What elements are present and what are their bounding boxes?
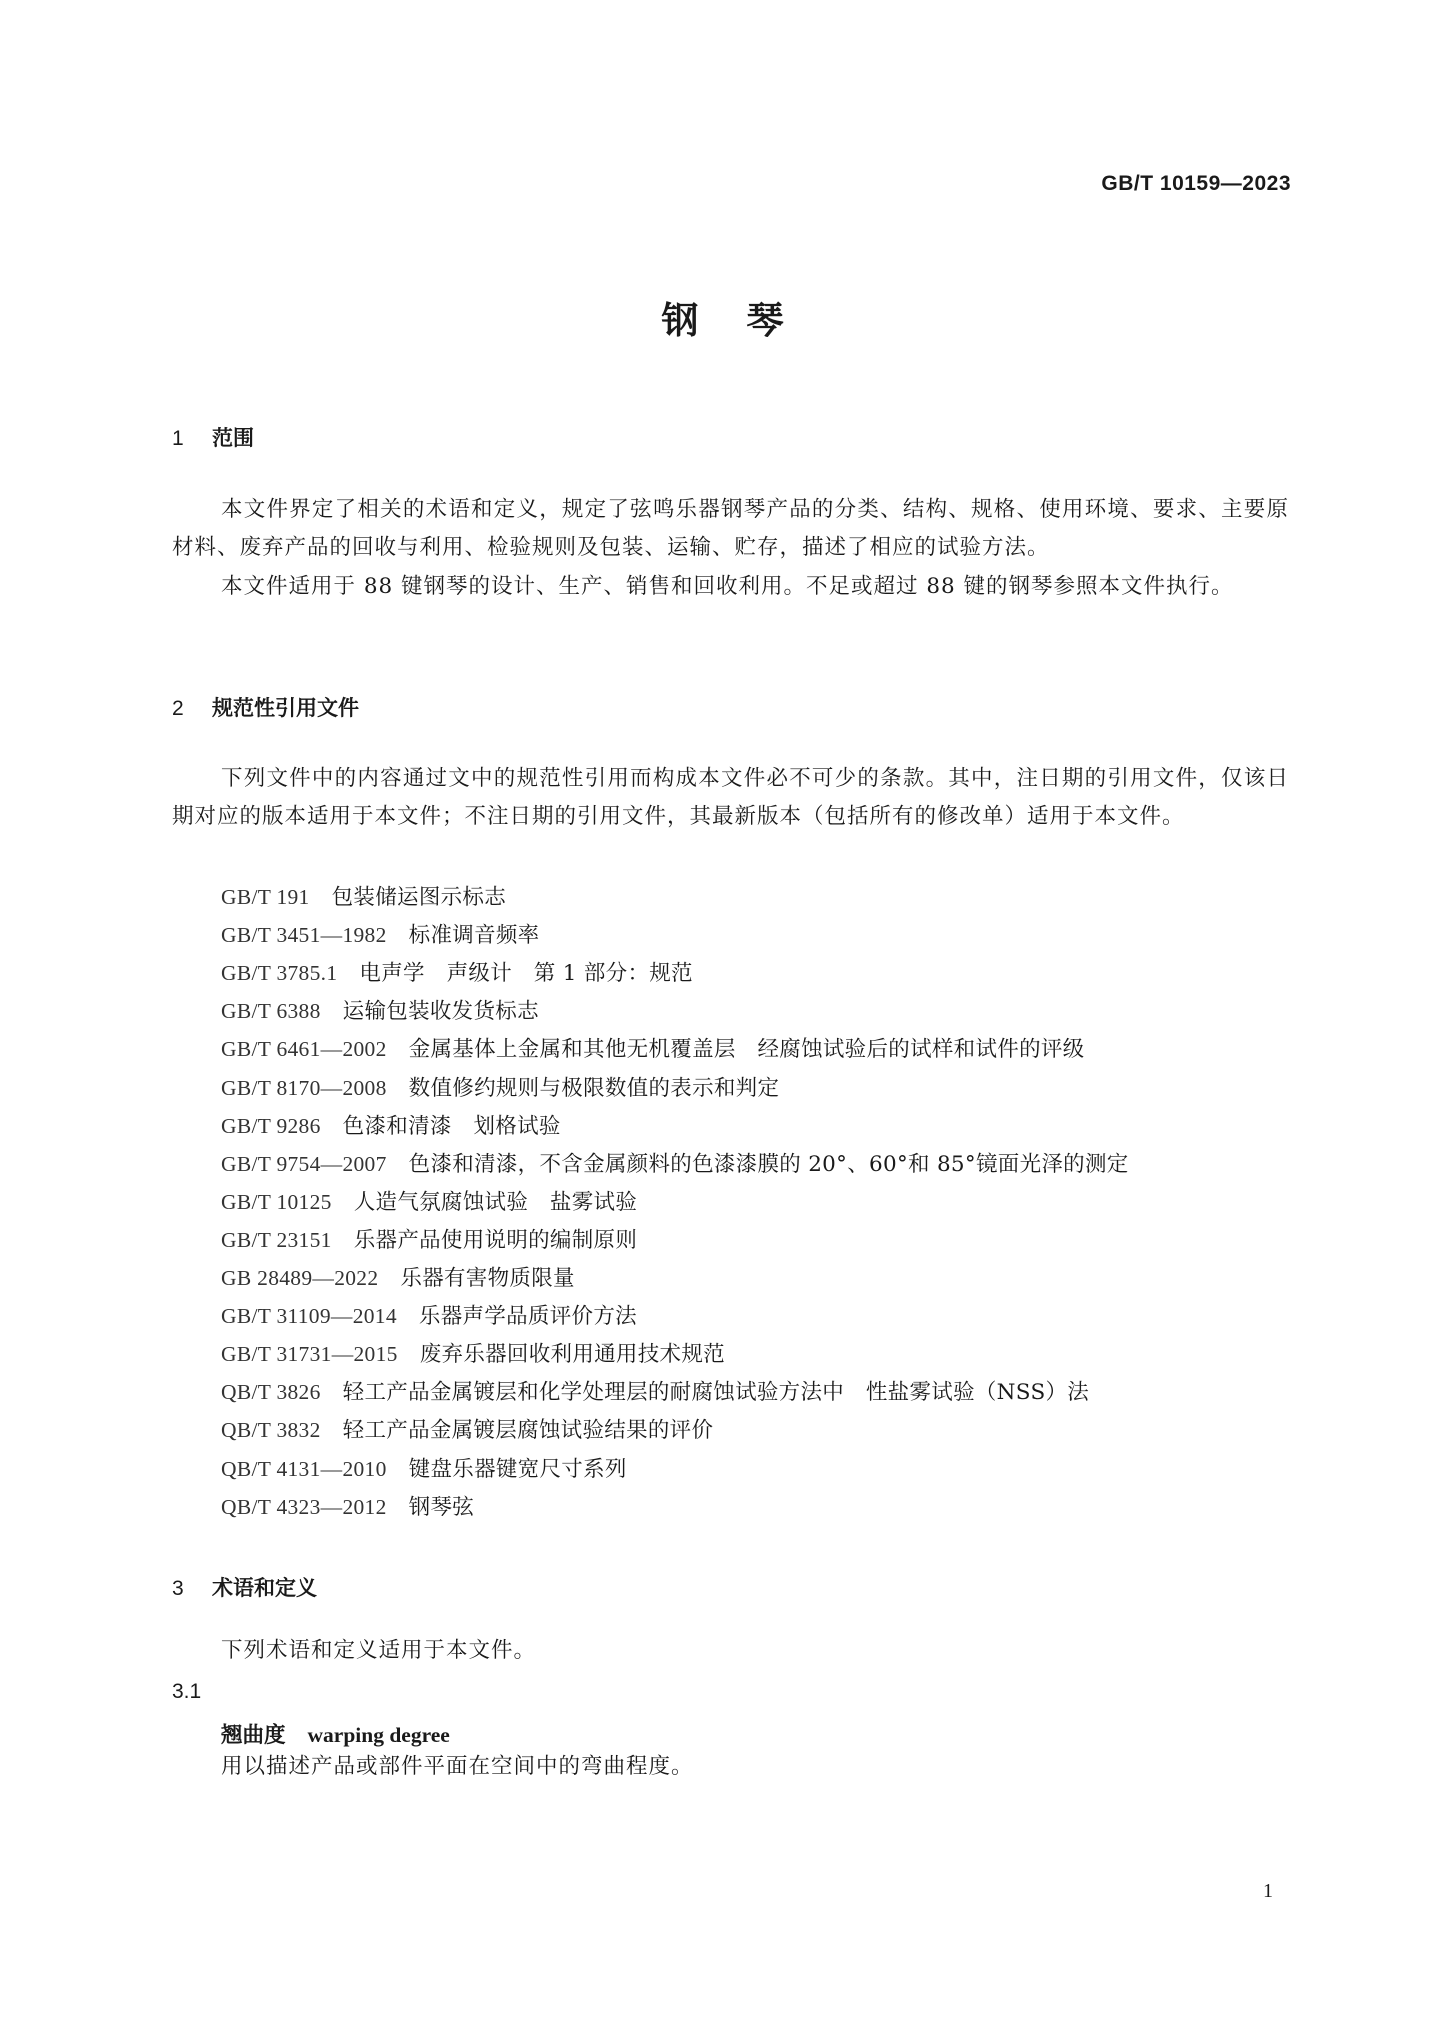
reference-item — [221, 1032, 1084, 1063]
reference-code: GB/T 191 — [221, 885, 310, 909]
reference-code: GB/T 6461—2002 — [221, 1037, 387, 1062]
reference-code: GB/T 3785.1 — [221, 961, 338, 986]
reference-code: GB/T 8170—2008 — [221, 1075, 387, 1100]
reference-title: 标准调音频率 — [408, 923, 540, 949]
section-1-number: 1 — [172, 427, 184, 450]
reference-code: QB/T 4323—2012 — [221, 1494, 387, 1519]
reference-item — [221, 1452, 627, 1483]
reference-item — [221, 1299, 637, 1330]
reference-item — [221, 1261, 575, 1292]
reference-item — [221, 994, 539, 1025]
reference-item — [221, 918, 539, 949]
reference-title: 金属基体上金属和其他无机覆盖层 经腐蚀试验后的试样和试件的评级 — [408, 1037, 1085, 1063]
reference-code: GB/T 9286 — [221, 1113, 321, 1138]
section-1-paragraph-2: 本文件适用于 88 键钢琴的设计、生产、销售和回收利用。不足或超过 88 键的钢琴参照本文件执行。 — [221, 574, 1234, 599]
section-1-heading — [172, 422, 254, 452]
section-2-heading — [172, 692, 359, 722]
section-3-title: 术语和定义 — [212, 1576, 317, 1600]
reference-code: GB/T 31109—2014 — [221, 1304, 397, 1329]
reference-item — [221, 1413, 713, 1444]
reference-title: 电声学 声级计 第 1 部分：规范 — [359, 961, 693, 987]
reference-item — [221, 1490, 474, 1521]
reference-title: 色漆和清漆，不含金属颜料的色漆漆膜的 20°、60°和 85°镜面光泽的测定 — [408, 1151, 1129, 1177]
reference-code: QB/T 4131—2010 — [221, 1456, 387, 1481]
section-1-title: 范围 — [212, 426, 254, 450]
term-definition: 用以描述产品或部件平面在空间中的弯曲程度。 — [221, 1754, 694, 1779]
section-2-paragraph-1: 下列文件中的内容通过文中的规范性引用而构成本文件必不可少的条款。其中，注日期的引用文件，仅该日期对应的版本适用于本文件；不注日期的引用文件，其最新版本（包括所有的修改单）适用于本文件。 — [172, 766, 1289, 829]
reference-item — [221, 1337, 725, 1368]
reference-title: 运输包装收发货标志 — [342, 999, 539, 1025]
reference-item — [221, 1071, 779, 1102]
section-1-paragraph-1: 本文件界定了相关的术语和定义，规定了弦鸣乐器钢琴产品的分类、结构、规格、使用环境、要求、主要原材料、废弃产品的回收与利用、检验规则及包装、运输、贮存，描述了相应的试验方法。 — [172, 497, 1289, 560]
reference-title: 乐器产品使用说明的编制原则 — [353, 1227, 638, 1253]
term-number: 3.1 — [172, 1680, 202, 1703]
reference-code: GB/T 31731—2015 — [221, 1342, 398, 1367]
standard-number: GB/T 10159—2023 — [1101, 172, 1291, 195]
reference-title: 包装储运图示标志 — [331, 885, 507, 910]
reference-title: 乐器声学品质评价方法 — [418, 1304, 637, 1330]
reference-code: GB/T 6388 — [221, 999, 321, 1024]
reference-item — [221, 880, 506, 911]
reference-title: 色漆和清漆 划格试验 — [342, 1113, 561, 1139]
reference-item — [221, 1375, 1089, 1406]
section-2-title: 规范性引用文件 — [212, 696, 359, 720]
reference-item — [221, 1147, 1129, 1178]
page-title: 钢琴 — [661, 299, 832, 342]
reference-item — [221, 1109, 561, 1140]
section-2-number: 2 — [172, 697, 184, 720]
reference-item — [221, 956, 693, 987]
reference-code: GB/T 23151 — [221, 1227, 332, 1252]
reference-code: GB/T 3451—1982 — [221, 923, 387, 948]
reference-title: 轻工产品金属镀层和化学处理层的耐腐蚀试验方法中 性盐雾试验（NSS）法 — [342, 1380, 1090, 1406]
reference-title: 键盘乐器键宽尺寸系列 — [408, 1456, 627, 1482]
reference-title: 钢琴弦 — [408, 1494, 475, 1520]
term-heading — [221, 1718, 450, 1749]
section-3-paragraph-1: 下列术语和定义适用于本文件。 — [221, 1638, 537, 1663]
reference-title: 轻工产品金属镀层腐蚀试验结果的评价 — [342, 1418, 714, 1444]
reference-item — [221, 1223, 637, 1254]
section-3-number: 3 — [172, 1577, 184, 1600]
section-3-heading — [172, 1572, 317, 1602]
reference-item — [221, 1185, 637, 1216]
reference-code: GB 28489—2022 — [221, 1266, 379, 1290]
reference-code: GB/T 9754—2007 — [221, 1151, 387, 1176]
reference-title: 废弃乐器回收利用通用技术规范 — [419, 1342, 725, 1368]
reference-code: QB/T 3826 — [221, 1380, 321, 1405]
term-chinese: 翘曲度 — [221, 1723, 286, 1748]
reference-title: 乐器有害物质限量 — [400, 1266, 575, 1291]
page-number: 1 — [1263, 1880, 1273, 1902]
reference-title: 人造气氛腐蚀试验 盐雾试验 — [353, 1189, 638, 1215]
term-english: warping degree — [307, 1723, 450, 1747]
reference-title: 数值修约规则与极限数值的表示和判定 — [408, 1075, 780, 1101]
reference-code: QB/T 3832 — [221, 1418, 321, 1443]
reference-code: GB/T 10125 — [221, 1189, 332, 1214]
